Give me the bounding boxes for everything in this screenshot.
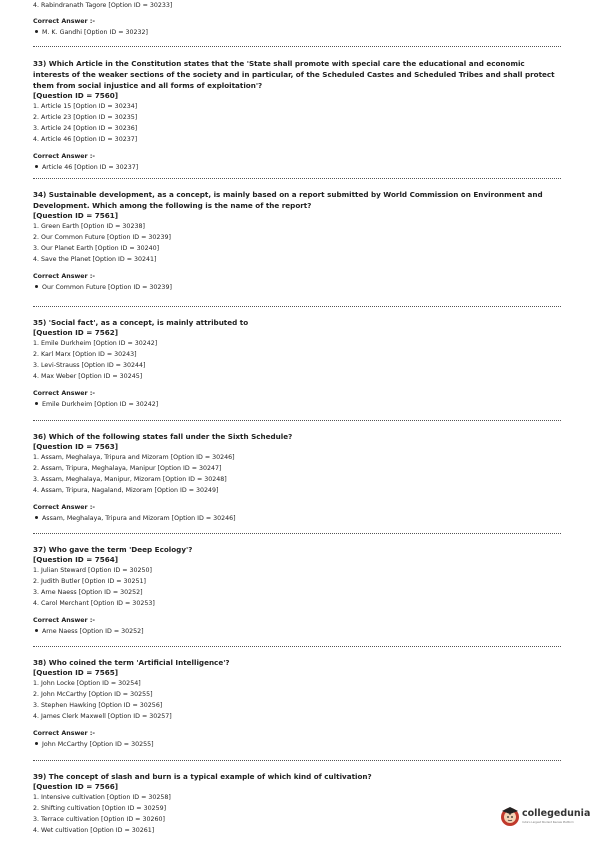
question-id: [Question ID = 7564] <box>33 555 119 564</box>
question-text: 37) Who gave the term 'Deep Ecology'? <box>33 545 193 554</box>
option-item: 3. Assam, Meghalaya, Manipur, Mizoram [Option ID = 30248] <box>33 476 227 483</box>
correct-answer-text: M. K. Gandhi [Option ID = 30232] <box>42 29 148 36</box>
question-text: 33) Which Article in the Constitution states that the 'State shall promote with special care the educational and economic interests of the weaker sections of the society and in particular, of the Scheduled Castes and Scheduled Tribes and shall protect them from social injustice and all forms of exploitation'? <box>33 59 555 90</box>
exam-document <box>33 0 561 836</box>
option-item: 3. Article 24 [Option ID = 30236] <box>33 125 138 132</box>
option-item: 1. Emile Durkheim [Option ID = 30242] <box>33 340 158 347</box>
question-id: [Question ID = 7565] <box>33 668 119 677</box>
correct-answer <box>33 626 561 637</box>
option-item: 2. Assam, Tripura, Meghalaya, Manipur [Option ID = 30247] <box>33 465 222 472</box>
correct-answer-label: Correct Answer :- <box>33 730 95 737</box>
question-text: 35) 'Social fact', as a concept, is mainly attributed to <box>33 318 249 327</box>
option-item: 4. Wet cultivation [Option ID = 30261] <box>33 827 155 834</box>
collegedunia-logo[interactable] <box>499 805 591 833</box>
option-list <box>33 101 561 145</box>
option-item: 3. Arne Naess [Option ID = 30252] <box>33 589 143 596</box>
correct-answer <box>33 282 561 293</box>
option-item: 2. Article 23 [Option ID = 30235] <box>33 114 138 121</box>
question-block <box>33 47 561 179</box>
correct-answer-text: Article 46 [Option ID = 30237] <box>42 164 139 171</box>
question-id: [Question ID = 7561] <box>33 211 119 220</box>
bullet-icon <box>35 629 38 632</box>
correct-answer <box>33 513 561 524</box>
question-block <box>33 534 561 647</box>
option-item: 1. Green Earth [Option ID = 30238] <box>33 223 145 230</box>
correct-answer-text: Arne Naess [Option ID = 30252] <box>42 628 144 635</box>
logo-name: collegedunia <box>522 808 591 819</box>
option-list <box>33 452 561 496</box>
correct-answer <box>33 399 561 410</box>
question-block <box>33 179 561 307</box>
question-text: 38) Who coined the term 'Artificial Intelligence'? <box>33 658 230 667</box>
option-item: 4. Article 46 [Option ID = 30237] <box>33 136 138 143</box>
option-item: 1. Julian Steward [Option ID = 30250] <box>33 567 152 574</box>
option-list <box>33 792 561 836</box>
bullet-icon <box>35 516 38 519</box>
graduate-mascot-icon <box>499 805 521 827</box>
top-fragment <box>33 0 561 47</box>
correct-answer-text: Our Common Future [Option ID = 30239] <box>42 284 172 291</box>
bullet-icon <box>35 402 38 405</box>
option-item: 1. Article 15 [Option ID = 30234] <box>33 103 138 110</box>
question-block <box>33 647 561 761</box>
option-item: 2. John McCarthy [Option ID = 30255] <box>33 691 153 698</box>
logo-tagline: India's Largest Student Review Platform <box>522 821 574 824</box>
option-item: 3. Terrace cultivation [Option ID = 30260] <box>33 816 165 823</box>
option-item: 2. Our Common Future [Option ID = 30239] <box>33 234 171 241</box>
bullet-icon <box>35 742 38 745</box>
option-item: 2. Shifting cultivation [Option ID = 30259] <box>33 805 167 812</box>
option-item: 4. Save the Planet [Option ID = 30241] <box>33 256 157 263</box>
option-item: 4. James Clerk Maxwell [Option ID = 30257] <box>33 713 172 720</box>
question-id: [Question ID = 7563] <box>33 442 119 451</box>
option-item: 2. Judith Butler [Option ID = 30251] <box>33 578 147 585</box>
bullet-icon <box>35 285 38 288</box>
question-block <box>33 761 561 836</box>
question-text: 34) Sustainable development, as a concept, is mainly based on a report submitted by World Commission on Environment and Development. Which among the following is the name of the report? <box>33 190 543 210</box>
question-block <box>33 307 561 421</box>
question-block <box>33 421 561 534</box>
question-text: 36) Which of the following states fall under the Sixth Schedule? <box>33 432 293 441</box>
correct-answer-text: Emile Durkheim [Option ID = 30242] <box>42 401 159 408</box>
correct-answer-label: Correct Answer :- <box>33 504 95 511</box>
option-list <box>33 338 561 382</box>
option-item: 1. Intensive cultivation [Option ID = 30258] <box>33 794 171 801</box>
correct-answer-label: Correct Answer :- <box>33 390 95 397</box>
option-item: 3. Stephen Hawking [Option ID = 30256] <box>33 702 163 709</box>
correct-answer <box>33 27 561 38</box>
option-item: 1. John Locke [Option ID = 30254] <box>33 680 141 687</box>
option-item: 3. Levi-Strauss [Option ID = 30244] <box>33 362 146 369</box>
option-list <box>33 221 561 265</box>
option-item: 4. Carol Merchant [Option ID = 30253] <box>33 600 155 607</box>
question-text: 39) The concept of slash and burn is a typical example of which kind of cultivation? <box>33 772 372 781</box>
bullet-icon <box>35 165 38 168</box>
correct-answer-text: John McCarthy [Option ID = 30255] <box>42 741 154 748</box>
question-id: [Question ID = 7562] <box>33 328 119 337</box>
correct-answer-text: Assam, Meghalaya, Tripura and Mizoram [Option ID = 30246] <box>42 515 236 522</box>
option-item: 4. Max Weber [Option ID = 30245] <box>33 373 143 380</box>
question-id: [Question ID = 7560] <box>33 91 119 100</box>
option-item: 4. Assam, Tripura, Nagaland, Mizoram [Option ID = 30249] <box>33 487 219 494</box>
correct-answer-label: Correct Answer :- <box>33 617 95 624</box>
question-id: [Question ID = 7566] <box>33 782 119 791</box>
correct-answer-label: Correct Answer :- <box>33 18 95 25</box>
correct-answer <box>33 739 561 750</box>
option-text: 4. Rabindranath Tagore [Option ID = 30233] <box>33 2 173 9</box>
option-list <box>33 565 561 609</box>
option-list <box>33 678 561 722</box>
correct-answer <box>33 162 561 173</box>
bullet-icon <box>35 30 38 33</box>
option-item: 3. Our Planet Earth [Option ID = 30240] <box>33 245 160 252</box>
correct-answer-label: Correct Answer :- <box>33 153 95 160</box>
option-item: 2. Karl Marx [Option ID = 30243] <box>33 351 137 358</box>
option-item: 1. Assam, Meghalaya, Tripura and Mizoram [Option ID = 30246] <box>33 454 235 461</box>
correct-answer-label: Correct Answer :- <box>33 273 95 280</box>
